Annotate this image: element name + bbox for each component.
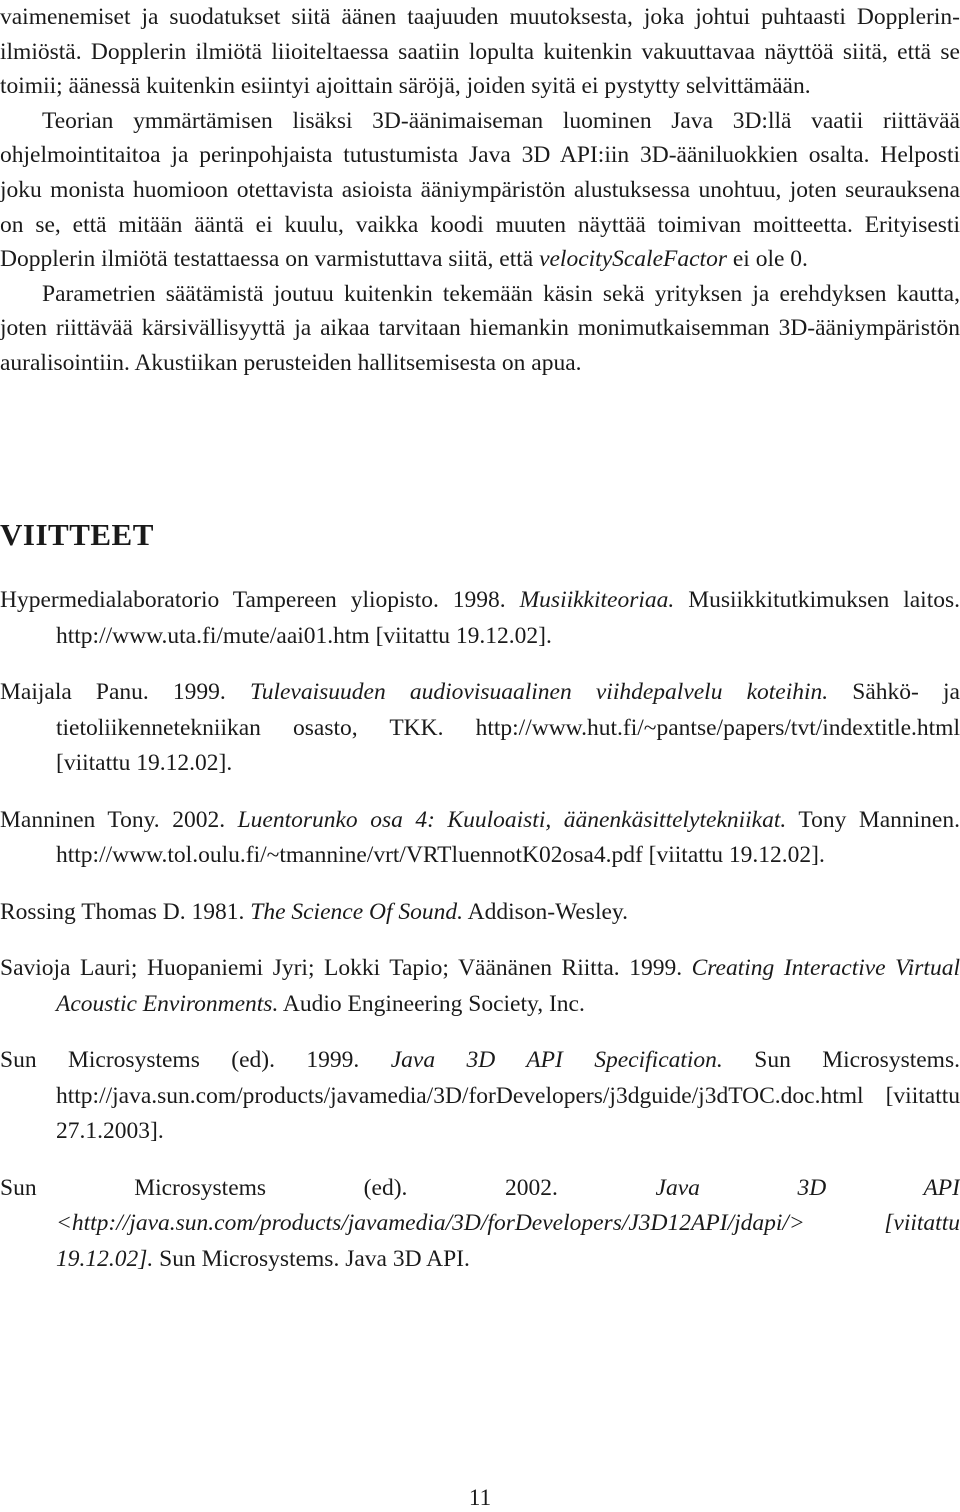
reference-title: Java 3D API <http://java.sun.com/products/javamedia/3D/forDevelopers/J3D12API/jdapi/> [viitattu 19.12.02]. bbox=[56, 1174, 960, 1272]
reference-title: Luentorunko osa 4: Kuuloaisti, äänenkäsittelytekniikat. bbox=[237, 806, 787, 833]
reference-item bbox=[0, 1043, 960, 1150]
reference-item bbox=[0, 675, 960, 782]
paragraph-java3d-requirements bbox=[0, 104, 960, 277]
reference-details: Sähkö- ja tietoliikennetekniikan osasto, TKK. http://www.hut.fi/~pantse/papers/tvt/indextitle.html [viitattu 19.12.02]. bbox=[56, 679, 960, 776]
paragraph-continuation bbox=[0, 0, 960, 104]
reference-author: Savioja Lauri; Huopaniemi Jyri; Lokki Tapio; Väänänen Riitta. 1999. bbox=[0, 955, 692, 981]
reference-title: Creating Interactive Virtual Acoustic Environments. bbox=[56, 955, 960, 1017]
paragraph-parameter-tuning bbox=[0, 277, 960, 381]
reference-details: Sun Microsystems. http://java.sun.com/products/javamedia/3D/forDevelopers/j3dguide/j3dTOC.doc.html [viitattu 27.1.2003]. bbox=[56, 1047, 960, 1144]
reference-author: Hypermedialaboratorio Tampereen yliopisto. 1998. bbox=[0, 587, 520, 613]
paragraph-text: Parametrien säätämistä joutuu kuitenkin tekemään käsin sekä yrityksen ja erehdyksen kautta, joten riittävää kärsivällisyyttä ja aikaa tarvitaan hiemankin monimutkaisemman 3D-ääniympäristön auralisointiin. Akustiikan perusteiden hallitsemisesta on apua. bbox=[0, 280, 960, 376]
reference-author: Rossing Thomas D. 1981. bbox=[0, 898, 251, 925]
reference-item bbox=[0, 1171, 960, 1278]
reference-author: Sun Microsystems (ed). 1999. bbox=[0, 1047, 391, 1073]
reference-item bbox=[0, 583, 960, 654]
reference-item bbox=[0, 951, 960, 1022]
reference-details: Audio Engineering Society, Inc. bbox=[278, 990, 585, 1017]
reference-details: Addison-Wesley. bbox=[463, 898, 628, 925]
page-number: 11 bbox=[468, 1485, 492, 1510]
references-heading: VIITTEET bbox=[0, 517, 154, 552]
paragraph-text: vaimenemiset ja suodatukset siitä äänen taajuuden muutoksesta, joka johtui puhtaasti Dopplerin-ilmiöstä. Dopplerin ilmiötä liioiteltaessa saatiin lopulta kuitenkin vakuuttavaa näyttöä siitä, että se toimii; äänessä kuitenkin esiintyi ajoittain säröjä, joiden syitä ei pystytty selvittämään. bbox=[0, 4, 960, 100]
reference-title: Java 3D API Specification. bbox=[390, 1047, 723, 1073]
reference-author: Sun Microsystems (ed). 2002. bbox=[0, 1174, 656, 1201]
reference-title: Musiikkiteoriaa. bbox=[519, 587, 675, 613]
reference-author: Manninen Tony. 2002. bbox=[0, 806, 238, 833]
reference-title: The Science Of Sound. bbox=[250, 898, 464, 925]
reference-item bbox=[0, 895, 960, 931]
reference-list bbox=[0, 583, 960, 1298]
paragraph-text: Teorian ymmärtämisen lisäksi 3D-äänimaiseman luominen Java 3D:llä vaatii riittävää ohjelmointitaitoa ja perinpohjaista tutustumista Java 3D API:iin 3D-ääniluokkien osalta. Helposti joku monista huomioon otettavista asioista ääniympäristön alustuksessa unohtuu, joten seurauksena on se, että mitään ääntä ei kuulu, vaikka koodi muuten näyttää toimivan moitteetta. Erityisesti Dopplerin ilmiötä testattaessa on varmistuttava siitä, että bbox=[0, 107, 960, 273]
body-text bbox=[0, 0, 960, 381]
reference-title: Tulevaisuuden audiovisuaalinen viihdepalvelu koteihin. bbox=[249, 679, 829, 705]
reference-details: Tony Manninen. http://www.tol.oulu.fi/~tmannine/vrt/VRTluennotK02osa4.pdf [viitattu 19.12.02]. bbox=[56, 806, 960, 868]
reference-details: Musiikkitutkimuksen laitos. http://www.uta.fi/mute/aai01.htm [viitattu 19.12.02]. bbox=[56, 587, 960, 649]
reference-author: Maijala Panu. 1999. bbox=[0, 679, 250, 705]
reference-details: Sun Microsystems. Java 3D API. bbox=[153, 1245, 470, 1272]
paragraph-text-end: ei ole 0. bbox=[726, 246, 808, 273]
code-term: velocityScaleFactor bbox=[539, 246, 727, 273]
reference-item bbox=[0, 803, 960, 874]
